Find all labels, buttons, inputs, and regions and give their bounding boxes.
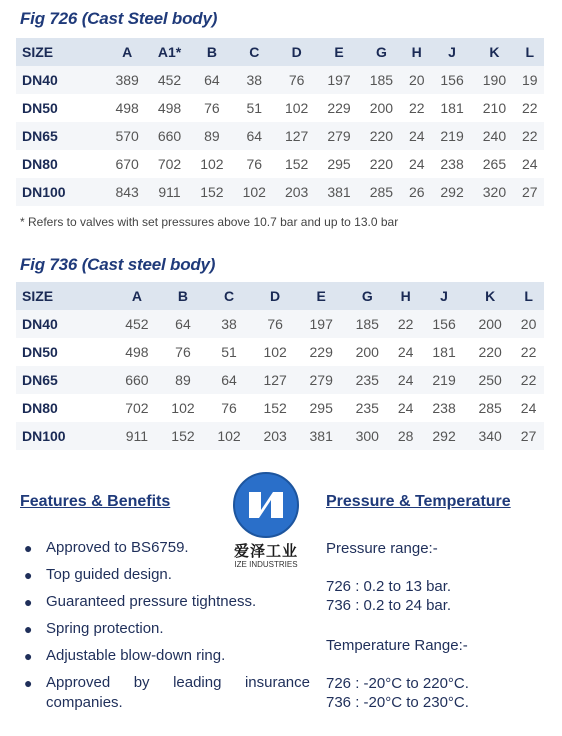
column-header: L xyxy=(513,282,544,310)
dimension-cell: 19 xyxy=(516,66,544,94)
dimension-cell: 102 xyxy=(191,150,233,178)
dimension-cell: 452 xyxy=(114,310,160,338)
bullet-icon: ● xyxy=(24,540,33,556)
table-row xyxy=(16,178,544,206)
dimension-cell: 220 xyxy=(360,122,402,150)
dimension-cell: 156 xyxy=(421,310,467,338)
dimension-cell: 102 xyxy=(233,178,275,206)
dimension-cell: 911 xyxy=(148,178,190,206)
dimension-cell: 452 xyxy=(148,66,190,94)
bullet-icon: ● xyxy=(24,567,33,583)
dimension-cell: 28 xyxy=(390,422,421,450)
size-cell: DN100 xyxy=(16,422,114,450)
dimension-cell: 51 xyxy=(206,338,252,366)
size-cell: DN40 xyxy=(16,66,106,94)
column-header: C xyxy=(206,282,252,310)
dimension-cell: 38 xyxy=(233,66,275,94)
table-row xyxy=(16,122,544,150)
dimension-cell: 229 xyxy=(298,338,344,366)
bullet-icon: ● xyxy=(24,675,33,691)
temperature-736: 736 : -20°C to 230°C. xyxy=(326,694,469,711)
table-row xyxy=(16,310,544,338)
table-row xyxy=(16,422,544,450)
dimension-cell: 64 xyxy=(160,310,206,338)
dimension-cell: 911 xyxy=(114,422,160,450)
dimension-cell: 340 xyxy=(467,422,513,450)
bullet-icon: ● xyxy=(24,594,33,610)
fig726-table xyxy=(16,38,544,206)
dimension-cell: 185 xyxy=(360,66,402,94)
pressure-range-label: Pressure range:- xyxy=(326,540,438,557)
dimension-cell: 102 xyxy=(275,94,317,122)
logo-mark-icon xyxy=(231,470,301,540)
dimension-cell: 22 xyxy=(516,94,544,122)
column-header: B xyxy=(160,282,206,310)
dimension-cell: 702 xyxy=(148,150,190,178)
dimension-cell: 152 xyxy=(160,422,206,450)
temperature-range-label: Temperature Range:- xyxy=(326,637,468,654)
dimension-cell: 285 xyxy=(467,394,513,422)
dimension-cell: 190 xyxy=(473,66,515,94)
list-item-text: Spring protection. xyxy=(46,620,164,637)
column-header: A xyxy=(114,282,160,310)
dimension-cell: 22 xyxy=(513,366,544,394)
bullet-icon: ● xyxy=(24,621,33,637)
dimension-cell: 220 xyxy=(360,150,402,178)
size-cell: DN80 xyxy=(16,394,114,422)
dimension-cell: 197 xyxy=(318,66,360,94)
list-item xyxy=(20,646,310,666)
dimension-cell: 24 xyxy=(390,366,421,394)
dimension-cell: 279 xyxy=(298,366,344,394)
dimension-cell: 185 xyxy=(344,310,390,338)
list-item xyxy=(20,673,310,713)
table-row xyxy=(16,66,544,94)
list-item-text: Approved to BS6759. xyxy=(46,539,189,556)
fig736-title: Fig 736 (Cast steel body) xyxy=(20,255,216,274)
dimension-cell: 156 xyxy=(431,66,473,94)
dimension-cell: 22 xyxy=(390,310,421,338)
dimension-cell: 20 xyxy=(513,310,544,338)
column-header: E xyxy=(318,38,360,66)
dimension-cell: 660 xyxy=(148,122,190,150)
dimension-cell: 219 xyxy=(431,122,473,150)
column-header: B xyxy=(191,38,233,66)
dimension-cell: 389 xyxy=(106,66,148,94)
list-item-text: Top guided design. xyxy=(46,566,172,583)
dimension-cell: 22 xyxy=(516,122,544,150)
list-item xyxy=(20,619,310,639)
table-row xyxy=(16,94,544,122)
dimension-cell: 102 xyxy=(160,394,206,422)
dimension-cell: 660 xyxy=(114,366,160,394)
column-header: SIZE xyxy=(16,282,114,310)
fig736-table xyxy=(16,282,544,450)
logo-english-text: IZE INDUSTRIES xyxy=(234,560,298,569)
size-cell: DN65 xyxy=(16,122,106,150)
size-cell: DN100 xyxy=(16,178,106,206)
temperature-726: 726 : -20°C to 220°C. xyxy=(326,675,469,692)
dimension-cell: 200 xyxy=(467,310,513,338)
dimension-cell: 152 xyxy=(252,394,298,422)
dimension-cell: 89 xyxy=(160,366,206,394)
dimension-cell: 498 xyxy=(148,94,190,122)
column-header: H xyxy=(403,38,431,66)
table-row xyxy=(16,150,544,178)
fig726-title: Fig 726 (Cast Steel body) xyxy=(20,9,218,28)
dimension-cell: 279 xyxy=(318,122,360,150)
dimension-cell: 200 xyxy=(360,94,402,122)
column-header: A xyxy=(106,38,148,66)
column-header: C xyxy=(233,38,275,66)
list-item xyxy=(20,592,310,612)
dimension-cell: 22 xyxy=(513,338,544,366)
list-item-text: Adjustable blow-down ring. xyxy=(46,647,226,664)
column-header: L xyxy=(516,38,544,66)
dimension-cell: 295 xyxy=(318,150,360,178)
dimension-cell: 38 xyxy=(206,310,252,338)
dimension-cell: 381 xyxy=(298,422,344,450)
dimension-cell: 24 xyxy=(390,394,421,422)
dimension-cell: 197 xyxy=(298,310,344,338)
size-cell: DN50 xyxy=(16,94,106,122)
logo-chinese-text: 爱泽工业 xyxy=(233,542,298,560)
column-header: SIZE xyxy=(16,38,106,66)
dimension-cell: 265 xyxy=(473,150,515,178)
dimension-cell: 24 xyxy=(516,150,544,178)
dimension-cell: 76 xyxy=(252,310,298,338)
size-cell: DN40 xyxy=(16,310,114,338)
dimension-cell: 250 xyxy=(467,366,513,394)
pressure-temp-heading: Pressure & Temperature xyxy=(326,493,511,510)
pressure-726: 726 : 0.2 to 13 bar. xyxy=(326,578,452,595)
column-header: A1* xyxy=(148,38,190,66)
column-header: G xyxy=(344,282,390,310)
dimension-cell: 670 xyxy=(106,150,148,178)
dimension-cell: 64 xyxy=(206,366,252,394)
size-cell: DN65 xyxy=(16,366,114,394)
dimension-cell: 181 xyxy=(421,338,467,366)
dimension-cell: 127 xyxy=(275,122,317,150)
dimension-cell: 285 xyxy=(360,178,402,206)
dimension-cell: 24 xyxy=(513,394,544,422)
dimension-cell: 24 xyxy=(403,150,431,178)
dimension-cell: 702 xyxy=(114,394,160,422)
features-heading: Features & Benefits xyxy=(20,493,171,510)
dimension-cell: 64 xyxy=(191,66,233,94)
dimension-cell: 295 xyxy=(298,394,344,422)
bullet-icon: ● xyxy=(24,648,33,664)
dimension-cell: 292 xyxy=(421,422,467,450)
column-header: H xyxy=(390,282,421,310)
dimension-cell: 238 xyxy=(421,394,467,422)
column-header: D xyxy=(275,38,317,66)
dimension-cell: 127 xyxy=(252,366,298,394)
list-item-text: Approved by leading insurance companies. xyxy=(46,674,310,711)
column-header: E xyxy=(298,282,344,310)
dimension-cell: 89 xyxy=(191,122,233,150)
dimension-cell: 27 xyxy=(513,422,544,450)
dimension-cell: 152 xyxy=(275,150,317,178)
dimension-cell: 24 xyxy=(403,122,431,150)
dimension-cell: 22 xyxy=(403,94,431,122)
column-header: J xyxy=(421,282,467,310)
dimension-cell: 210 xyxy=(473,94,515,122)
company-logo xyxy=(224,470,308,585)
dimension-cell: 102 xyxy=(252,338,298,366)
size-cell: DN80 xyxy=(16,150,106,178)
dimension-cell: 51 xyxy=(233,94,275,122)
dimension-cell: 76 xyxy=(206,394,252,422)
table-row xyxy=(16,394,544,422)
dimension-cell: 300 xyxy=(344,422,390,450)
column-header: G xyxy=(360,38,402,66)
dimension-cell: 203 xyxy=(252,422,298,450)
dimension-cell: 181 xyxy=(431,94,473,122)
dimension-cell: 235 xyxy=(344,366,390,394)
dimension-cell: 20 xyxy=(403,66,431,94)
list-item-text: Guaranteed pressure tightness. xyxy=(46,593,257,610)
footnote: * Refers to valves with set pressures above 10.7 bar and up to 13.0 bar xyxy=(20,215,399,229)
dimension-cell: 240 xyxy=(473,122,515,150)
dimension-cell: 219 xyxy=(421,366,467,394)
dimension-cell: 76 xyxy=(275,66,317,94)
dimension-cell: 570 xyxy=(106,122,148,150)
dimension-cell: 381 xyxy=(318,178,360,206)
dimension-cell: 229 xyxy=(318,94,360,122)
dimension-cell: 843 xyxy=(106,178,148,206)
dimension-cell: 292 xyxy=(431,178,473,206)
dimension-cell: 152 xyxy=(191,178,233,206)
dimension-cell: 64 xyxy=(233,122,275,150)
pressure-736: 736 : 0.2 to 24 bar. xyxy=(326,597,452,614)
dimension-cell: 76 xyxy=(233,150,275,178)
column-header: J xyxy=(431,38,473,66)
table-row xyxy=(16,366,544,394)
dimension-cell: 498 xyxy=(106,94,148,122)
dimension-cell: 27 xyxy=(516,178,544,206)
size-cell: DN50 xyxy=(16,338,114,366)
column-header: D xyxy=(252,282,298,310)
dimension-cell: 220 xyxy=(467,338,513,366)
dimension-cell: 238 xyxy=(431,150,473,178)
dimension-cell: 24 xyxy=(390,338,421,366)
dimension-cell: 498 xyxy=(114,338,160,366)
dimension-cell: 26 xyxy=(403,178,431,206)
dimension-cell: 76 xyxy=(160,338,206,366)
table-row xyxy=(16,338,544,366)
dimension-cell: 102 xyxy=(206,422,252,450)
dimension-cell: 235 xyxy=(344,394,390,422)
column-header: K xyxy=(467,282,513,310)
dimension-cell: 76 xyxy=(191,94,233,122)
dimension-cell: 200 xyxy=(344,338,390,366)
dimension-cell: 203 xyxy=(275,178,317,206)
column-header: K xyxy=(473,38,515,66)
dimension-cell: 320 xyxy=(473,178,515,206)
